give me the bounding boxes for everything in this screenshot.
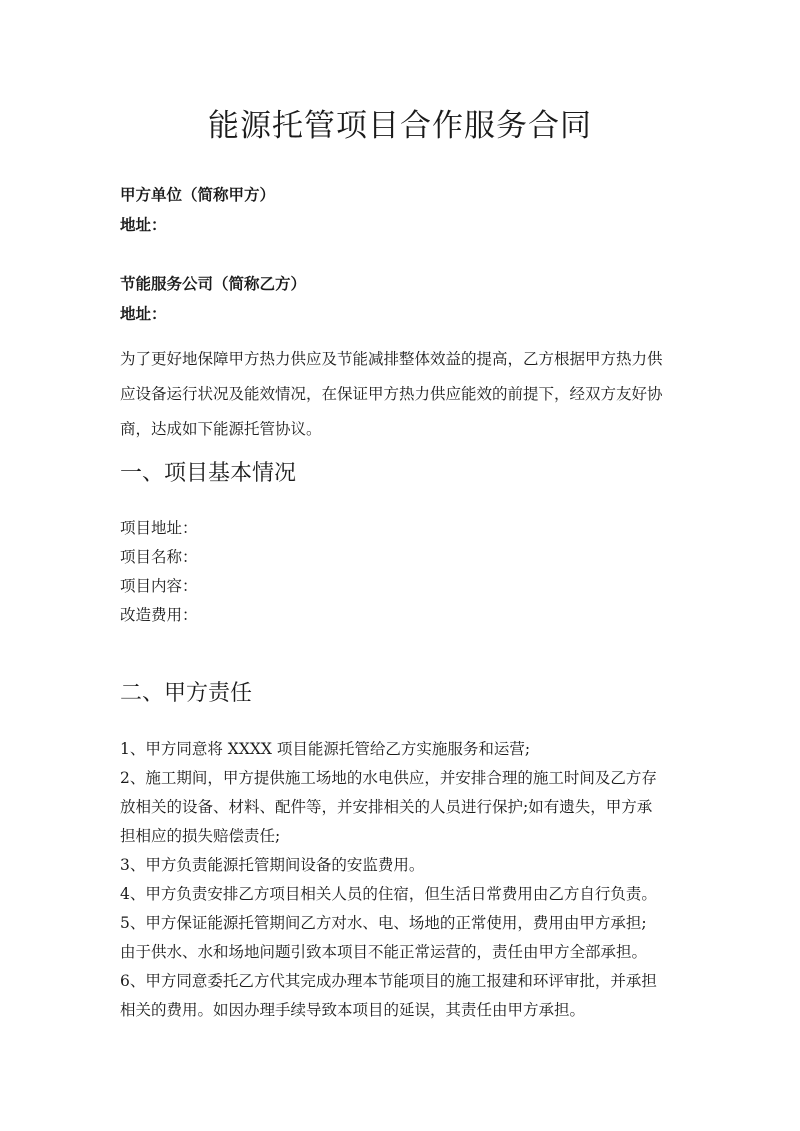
duty-line: 放相关的设备、材料、配件等，并安排相关的人员进行保护;如有遗失，甲方承	[120, 798, 653, 816]
intro-paragraph	[120, 342, 688, 447]
party-a-name: 甲方单位（简称甲方）	[120, 185, 276, 204]
section-heading-party-a-duties: 二、甲方责任	[120, 681, 253, 706]
intro-line: 商，达成如下能源托管协议。	[120, 420, 322, 438]
renovation-cost-field: 改造费用：	[120, 606, 198, 624]
duty-line: 4、甲方负责安排乙方项目相关人员的住宿，但生活日常费用由乙方自行负责。	[120, 885, 657, 903]
duty-line: 6、甲方同意委托乙方代其完成办理本节能项目的施工报建和环评审批，并承担	[120, 972, 657, 990]
project-info-list	[120, 514, 198, 630]
duty-line: 5、甲方保证能源托管期间乙方对水、电、场地的正常使用，费用由甲方承担;	[120, 914, 647, 932]
duty-line: 担相应的损失赔偿责任;	[120, 827, 281, 845]
party-b-name: 节能服务公司（简称乙方）	[120, 274, 307, 293]
party-a-duties-list	[120, 735, 692, 1025]
duty-line: 由于供水、水和场地问题引致本项目不能正常运营的，责任由甲方全部承担。	[120, 943, 648, 961]
project-name-field: 项目名称：	[120, 548, 198, 566]
party-b-block	[120, 269, 306, 329]
duty-line: 相关的费用。如因办理手续导致本项目的延误，其责任由甲方承担。	[120, 1001, 586, 1019]
intro-line: 应设备运行状况及能效情况，在保证甲方热力供应能效的前提下，经双方友好协	[120, 385, 663, 403]
party-a-address: 地址：	[120, 215, 167, 234]
section-heading-basic-info: 一、项目基本情况	[120, 461, 297, 486]
duty-line: 1、甲方同意将 XXXX 项目能源托管给乙方实施服务和运营;	[120, 740, 531, 758]
project-content-field: 项目内容：	[120, 577, 198, 595]
intro-line: 为了更好地保障甲方热力供应及节能减排整体效益的提高，乙方根据甲方热力供	[120, 350, 663, 368]
party-a-block	[120, 180, 275, 240]
duty-line: 2、施工期间，甲方提供施工场地的水电供应，并安排合理的施工时间及乙方存	[120, 769, 657, 787]
party-b-address: 地址：	[120, 304, 167, 323]
duty-line: 3、甲方负责能源托管期间设备的安监费用。	[120, 856, 425, 874]
document-title: 能源托管项目合作服务合同	[208, 108, 592, 144]
project-address-field: 项目地址：	[120, 519, 198, 537]
